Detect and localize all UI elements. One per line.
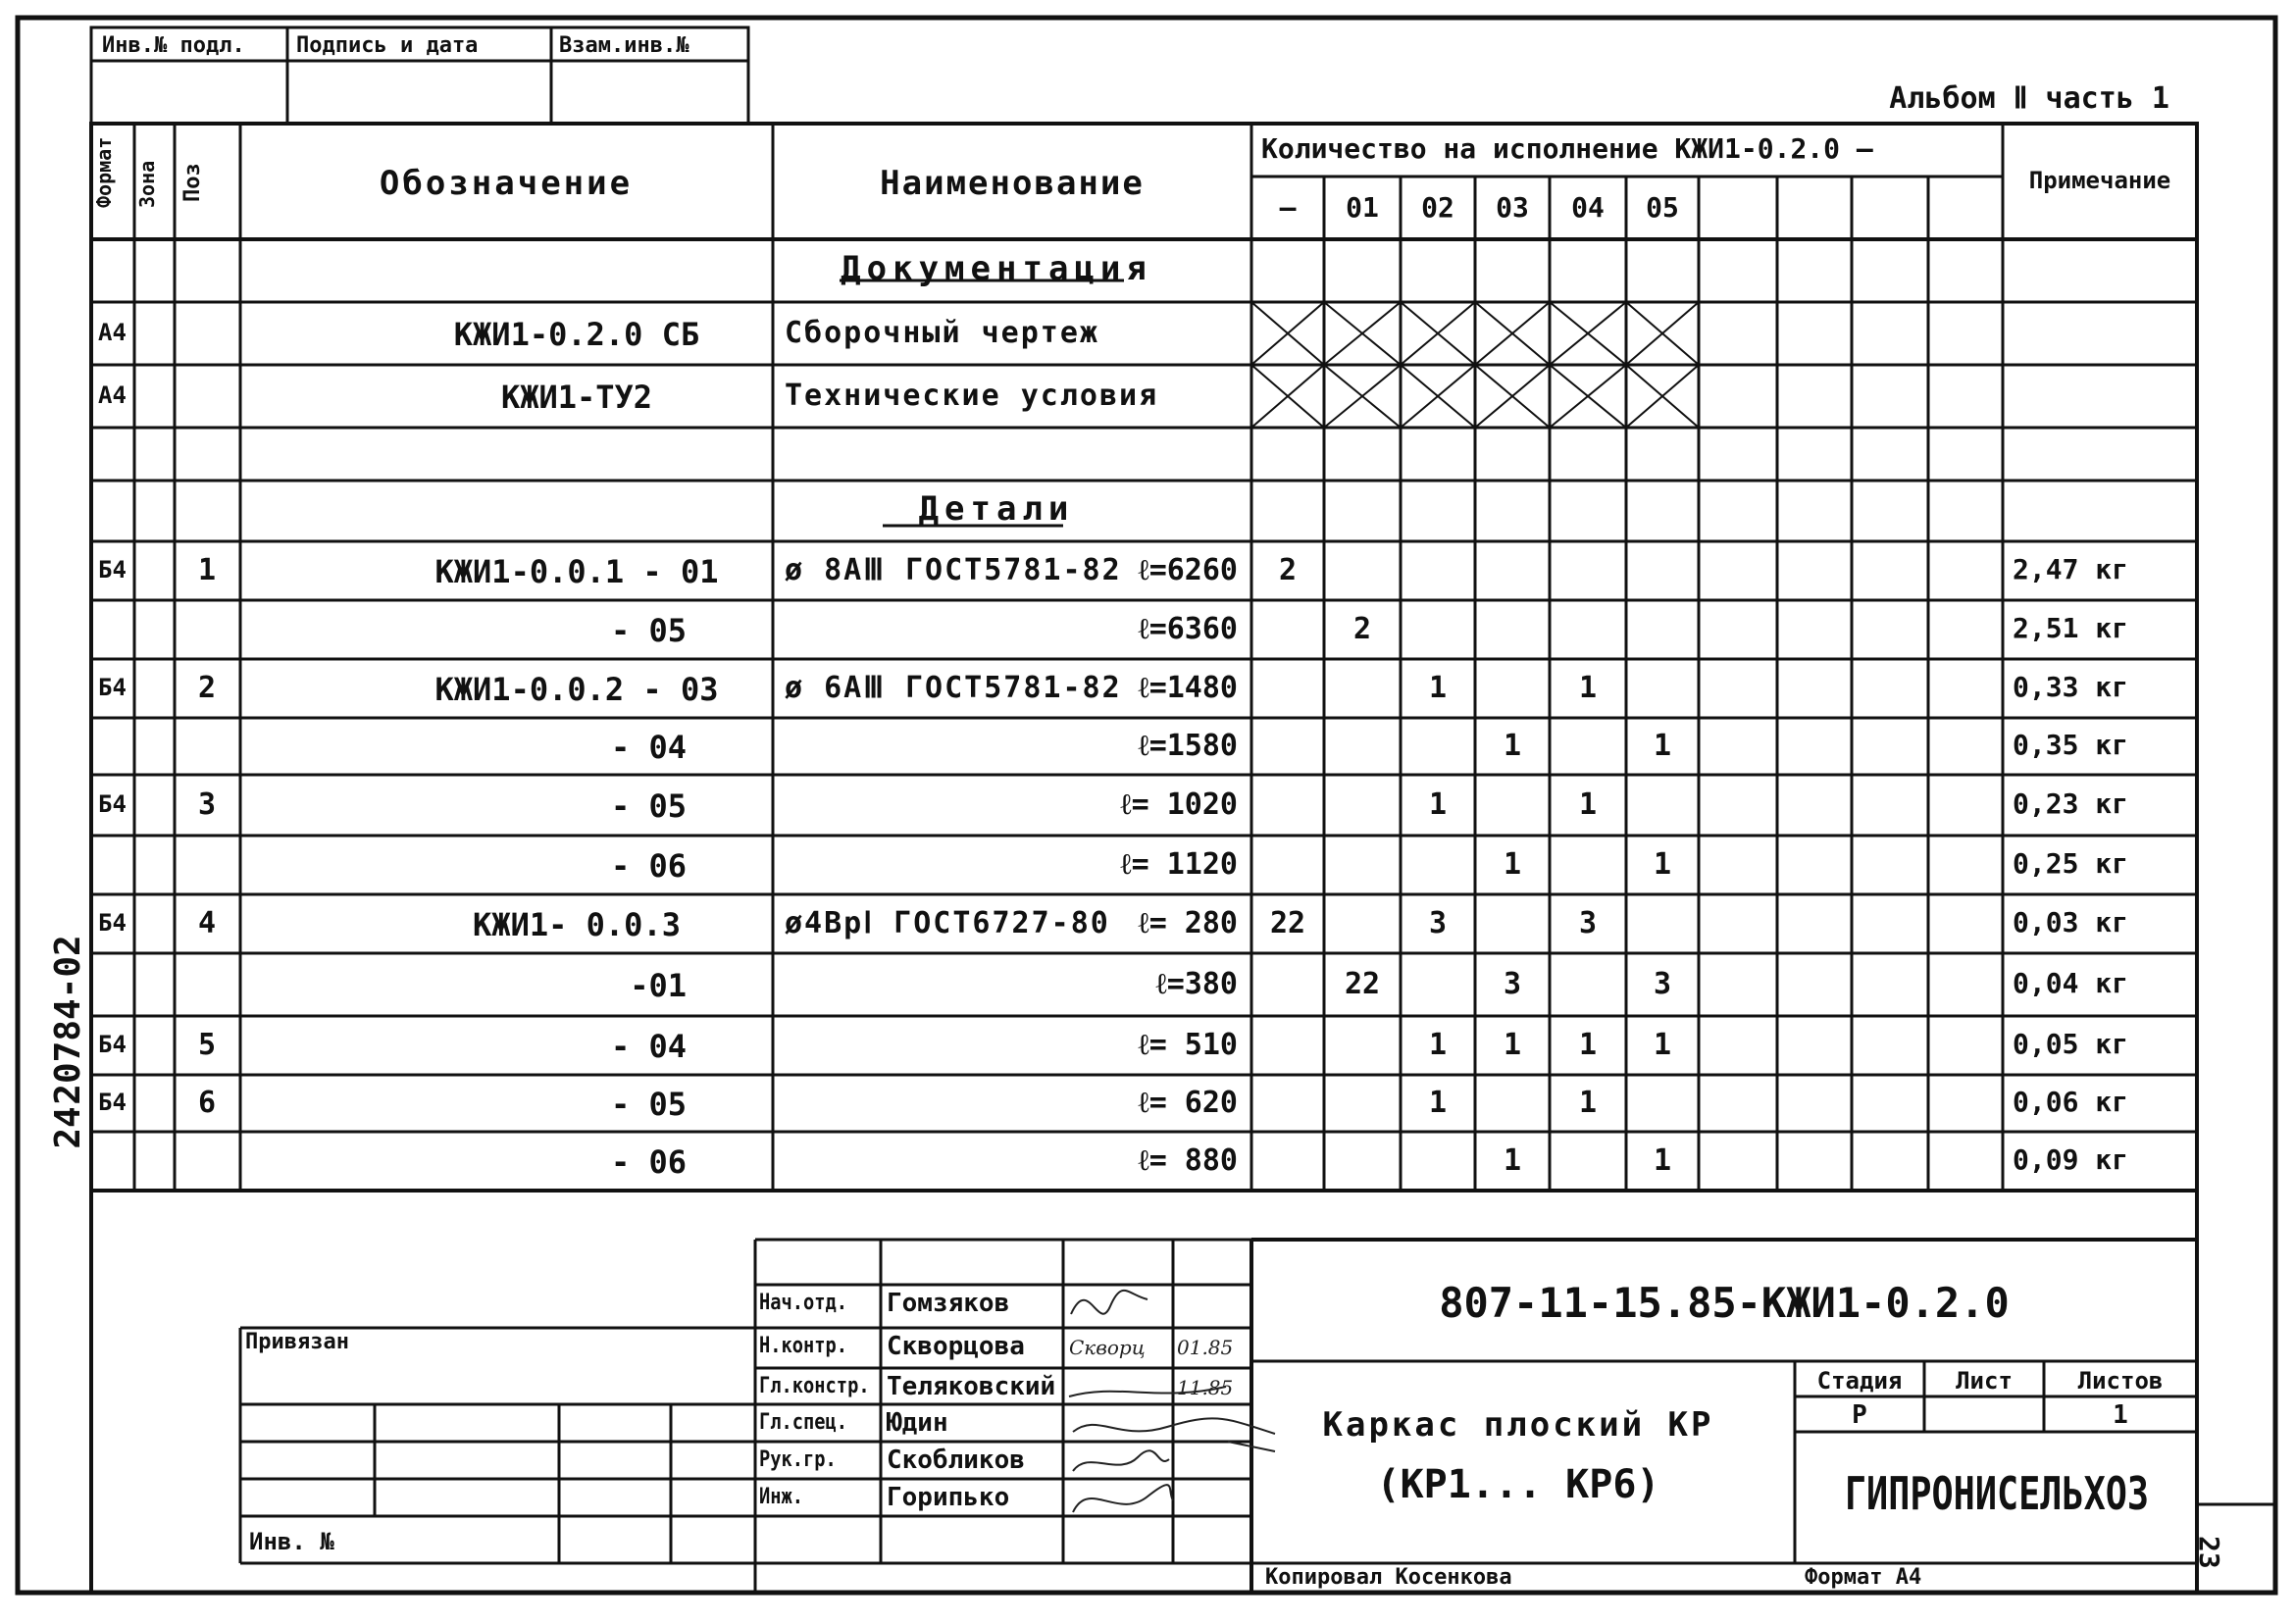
signer-signature: Скворц <box>1069 1336 1146 1359</box>
side-number: 20784-02 <box>48 935 88 1105</box>
row-length: ℓ= 280 <box>1138 906 1238 940</box>
row-oboznachenie: - 04 <box>610 729 687 766</box>
qty-cell: 1 <box>1578 1028 1598 1062</box>
row-oboznachenie: КЖИ1-0.0.1 - 01 <box>434 553 719 590</box>
designation: 807-11-15.85-КЖИ1-0.2.0 <box>1439 1279 2010 1327</box>
header-kolichestvo: Количество на исполнение КЖИ1-0.2.0 – <box>1261 132 1873 165</box>
row-length: ℓ= 1120 <box>1120 847 1238 882</box>
variant-header-0: – <box>1279 191 1297 224</box>
row-poz: 6 <box>197 1086 217 1120</box>
row-length: ℓ=6260 <box>1138 553 1238 587</box>
qty-cell: 1 <box>1653 1028 1672 1062</box>
header-oboznachenie: Обозначение <box>379 164 634 203</box>
kopiroval: Копировал Косенкова <box>1265 1565 1512 1590</box>
row-length: ℓ= 1020 <box>1120 787 1238 822</box>
variant-header-5: 05 <box>1646 191 1679 224</box>
row-oboznachenie: - 06 <box>610 1143 687 1181</box>
row-primechanie: 0,04 кг <box>2013 967 2129 999</box>
signer-date: 01.85 <box>1177 1336 1234 1359</box>
qty-cell: 22 <box>1269 906 1306 940</box>
qty-cell: 2 <box>1352 612 1372 646</box>
qty-cell: 1 <box>1428 787 1448 822</box>
qty-cell: 1 <box>1503 847 1522 882</box>
row-primechanie: 0,25 кг <box>2013 847 2129 880</box>
row-format: Б4 <box>98 674 127 701</box>
row-oboznachenie: -01 <box>630 967 687 1004</box>
signer-name: Скобликов <box>887 1446 1025 1475</box>
qty-cell: 1 <box>1578 787 1598 822</box>
signer-role: Рук.гр. <box>759 1447 837 1472</box>
list-label: Лист <box>1956 1367 2013 1395</box>
variant-header-1: 01 <box>1346 191 1379 224</box>
row-primechanie: 0,06 кг <box>2013 1086 2129 1118</box>
part-name-line2: (КР1... КР6) <box>1376 1462 1660 1507</box>
signer-role: Гл.констр. <box>759 1374 870 1398</box>
qty-cell: 3 <box>1653 967 1672 1001</box>
row-naimenovanie: ø 8АⅢ ГОСТ5781-82 <box>785 553 1122 587</box>
row-primechanie: 0,03 кг <box>2013 906 2129 939</box>
page-number-right: 23 <box>2193 1536 2225 1569</box>
qty-cell: 1 <box>1428 671 1448 705</box>
qty-cell: 1 <box>1503 729 1522 763</box>
row-length: ℓ=6360 <box>1138 612 1238 646</box>
row-oboznachenie: - 05 <box>610 787 687 825</box>
album-label: Альбом Ⅱ часть 1 <box>1889 81 2169 116</box>
signer-name: Скворцова <box>887 1332 1025 1361</box>
row-primechanie: 0,23 кг <box>2013 787 2129 820</box>
row-oboznachenie: КЖИ1- 0.0.3 <box>473 906 681 943</box>
row-format: Б4 <box>98 909 127 937</box>
stadiya-value: Р <box>1852 1400 1867 1430</box>
variant-header-4: 04 <box>1571 191 1605 224</box>
listov-label: Листов <box>2077 1367 2164 1395</box>
qty-cell: 1 <box>1503 1143 1522 1178</box>
signer-role: Инж. <box>759 1485 804 1509</box>
row-poz: 5 <box>197 1028 217 1062</box>
row-format: Б4 <box>98 1031 127 1058</box>
qty-cell: 3 <box>1428 906 1448 940</box>
stadiya-label: Стадия <box>1816 1367 1903 1395</box>
signer-name: Юдин <box>887 1408 948 1438</box>
row-poz: 4 <box>197 906 217 940</box>
header-primechanie: Примечание <box>2028 167 2171 194</box>
row-naimenovanie: ø4ВрⅠ ГОСТ6727-80 <box>785 906 1110 940</box>
qty-cell: 1 <box>1653 1143 1672 1178</box>
row-length: ℓ=1480 <box>1138 671 1238 705</box>
organization: ГИПРОНИСЕЛЬХОЗ <box>1844 1467 2150 1520</box>
row-length: ℓ= 510 <box>1138 1028 1238 1062</box>
row-primechanie: 0,33 кг <box>2013 671 2129 703</box>
qty-cell: 2 <box>1278 553 1298 587</box>
signer-name: Горипько <box>887 1483 1010 1512</box>
row-format: А4 <box>98 319 127 346</box>
row-oboznachenie: КЖИ1-0.2.0 СБ <box>453 316 700 353</box>
stamp-vzam-inv: Взам.инв.№ <box>559 33 689 58</box>
row-primechanie: 2,51 кг <box>2013 612 2129 644</box>
listov-value: 1 <box>2113 1400 2128 1430</box>
section-title: Детали <box>918 489 1075 529</box>
row-format: А4 <box>98 381 127 409</box>
qty-cell: 1 <box>1503 1028 1522 1062</box>
part-name-line1: Каркас плоский КР <box>1322 1405 1714 1445</box>
qty-cell: 1 <box>1653 729 1672 763</box>
privyazan-label: Привязан <box>245 1330 349 1354</box>
qty-cell: 1 <box>1578 671 1598 705</box>
side-page: 24 <box>48 1106 88 1149</box>
sheet-format: Формат А4 <box>1805 1565 1922 1590</box>
row-oboznachenie: - 04 <box>610 1028 687 1065</box>
row-naimenovanie: ø 6АⅢ ГОСТ5781-82 <box>785 671 1122 705</box>
row-primechanie: 0,35 кг <box>2013 729 2129 761</box>
row-oboznachenie: КЖИ1-ТУ2 <box>500 379 653 416</box>
row-oboznachenie: - 05 <box>610 612 687 649</box>
signer-role: Нач.отд. <box>759 1291 848 1315</box>
row-poz: 3 <box>197 787 217 822</box>
signer-name: Гомзяков <box>887 1289 1010 1318</box>
row-poz: 2 <box>197 671 217 705</box>
variant-header-2: 02 <box>1421 191 1454 224</box>
row-length: ℓ=1580 <box>1138 729 1238 763</box>
signer-name: Теляковский <box>887 1372 1056 1401</box>
row-format: Б4 <box>98 1089 127 1116</box>
qty-cell: 1 <box>1428 1086 1448 1120</box>
row-primechanie: 0,05 кг <box>2013 1028 2129 1060</box>
section-title: Документация <box>841 249 1152 288</box>
row-oboznachenie: - 05 <box>610 1086 687 1123</box>
row-primechanie: 2,47 кг <box>2013 553 2129 585</box>
signer-role: Н.контр. <box>759 1334 848 1358</box>
inv-no-label: Инв. № <box>249 1528 334 1555</box>
stamp-inv-podl: Инв.№ подл. <box>102 33 245 58</box>
row-primechanie: 0,09 кг <box>2013 1143 2129 1176</box>
qty-cell: 3 <box>1503 967 1522 1001</box>
row-oboznachenie: КЖИ1-0.0.2 - 03 <box>434 671 719 708</box>
stamp-podpis-data: Подпись и дата <box>296 33 479 58</box>
signer-date: 11.85 <box>1177 1376 1234 1399</box>
row-format: Б4 <box>98 790 127 818</box>
signer-role: Гл.спец. <box>759 1410 848 1435</box>
qty-cell: 1 <box>1428 1028 1448 1062</box>
row-poz: 1 <box>197 553 217 587</box>
row-naimenovanie: Технические условия <box>785 379 1159 413</box>
row-naimenovanie: Сборочный чертеж <box>785 316 1099 350</box>
header-naimenovanie: Наименование <box>880 164 1145 203</box>
qty-cell: 1 <box>1653 847 1672 882</box>
row-length: ℓ= 620 <box>1138 1086 1238 1120</box>
row-length: ℓ=380 <box>1155 967 1238 1001</box>
qty-cell: 22 <box>1344 967 1381 1001</box>
row-length: ℓ= 880 <box>1138 1143 1238 1178</box>
qty-cell: 1 <box>1578 1086 1598 1120</box>
variant-header-3: 03 <box>1496 191 1529 224</box>
row-format: Б4 <box>98 556 127 584</box>
qty-cell: 3 <box>1578 906 1598 940</box>
row-oboznachenie: - 06 <box>610 847 687 885</box>
